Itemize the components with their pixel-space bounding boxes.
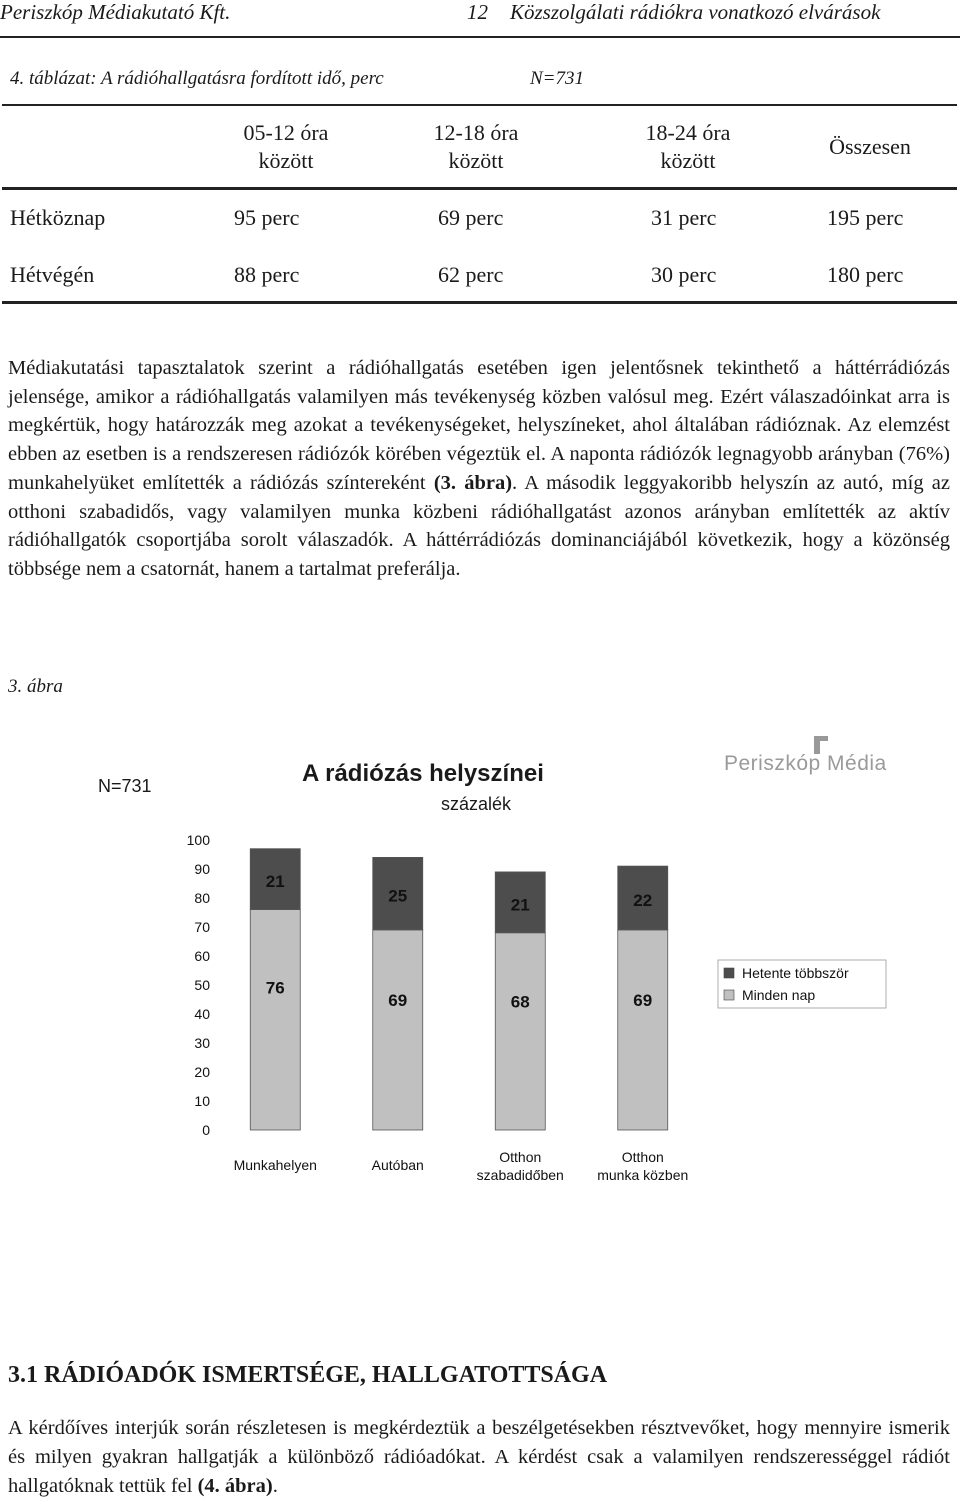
col-header-1-line1: 05-12 óra — [243, 120, 329, 145]
table-n: N=731 — [530, 68, 584, 89]
paragraph-1-text-a: Médiakutatási tapasztalatok szerint a rádióhallgatás esetében igen jelentősnek tekinthető a háttérrádiózás jelensége, amikor a rádióhallgatás valamilyen más tevékenység közben valósul meg. Ezért válaszadóinkat arra is megkértük, hogy határozzák meg azokat a tevékenységeket, helyszíneket, ahol általában rádióznak. Az elemzést ebben az esetben is a rendszeresen rádiózók körében végeztük el. A naponta rádiózók legnagyobb arányban (76%) munkahelyüket említették a rádiózás színtereként — [8, 357, 950, 494]
y-tick-label: 80 — [194, 890, 210, 906]
header-company: Periszkóp Médiakutató Kft. — [0, 0, 231, 24]
col-header-2-line1: 12-18 óra — [433, 120, 519, 145]
table-row-2-cell-3: 30 perc — [651, 262, 717, 287]
col-header-3-line1: 18-24 óra — [645, 120, 731, 145]
paragraph-2-text-a: A kérdőíves interjúk során részletesen is megkérdeztük a beszélgetésekben résztvevőket, hogy mennyire ismerik és milyen gyakran hallgatják a különböző rádióadókat. A kérdést csak a valamilyen rendszerességgel rádiót hallgatóknak tettük fel — [8, 1417, 950, 1497]
paragraph-2-text-b: . — [272, 1475, 278, 1497]
col-header-4-line1: Összesen — [829, 134, 911, 159]
body-paragraph-1 — [8, 354, 950, 584]
paragraph-1-text-b: . A második leggyakoribb helyszín az autó, míg az otthoni szabadidős, vagy valamilyen munka közbeni rádióhallgatást azonos arányban említették az aktív rádióhallgatók csoportjába sorolt válaszadók. A háttérrádiózás dominanciájából következik, hogy a közönség többsége nem a csatornát, hanem a tartalmat preferálja. — [8, 471, 950, 580]
y-tick-label: 30 — [194, 1035, 210, 1051]
chart-sample-size: N=731 — [98, 776, 152, 796]
y-tick-label: 50 — [194, 977, 210, 993]
x-category-label: Otthon — [499, 1149, 542, 1165]
chart-subtitle: százalék — [441, 794, 512, 814]
y-tick-label: 20 — [194, 1064, 210, 1080]
header-page-number: 12 — [467, 0, 488, 24]
table-row-1-cell-2: 69 perc — [438, 205, 504, 230]
data-label: 22 — [633, 891, 653, 910]
logo-text: Periszkóp Média — [724, 752, 887, 775]
section-heading: 3.1 RÁDIÓADÓK ISMERTSÉGE, HALLGATOTTSÁGA — [8, 1362, 608, 1388]
bar-segment — [373, 930, 423, 1130]
col-header-1-line2: között — [258, 148, 314, 173]
figure-reference-2: (4. ábra) — [197, 1475, 273, 1497]
table-row-1-cell-3: 31 perc — [651, 205, 717, 230]
legend-entry: Minden nap — [742, 987, 816, 1003]
header-chapter: Közszolgálati rádiókra vonatkozó elvárások — [510, 0, 881, 24]
header-rule — [0, 36, 960, 38]
data-label: 21 — [510, 895, 530, 915]
table-col-header-4 — [790, 133, 950, 161]
data-label: 69 — [388, 990, 408, 1010]
table-row-2-cell-1: 88 perc — [234, 262, 300, 287]
y-tick-label: 100 — [186, 832, 210, 848]
data-label: 76 — [265, 978, 285, 998]
table-row-2-cell-2: 62 perc — [438, 262, 504, 287]
table-row-1-cell-4: 195 perc — [827, 205, 904, 230]
x-category-label: Otthon — [621, 1149, 664, 1165]
body-paragraph-2 — [8, 1414, 950, 1501]
figure-reference: (3. ábra) — [433, 471, 513, 494]
table-top-rule — [2, 104, 957, 106]
legend-swatch — [724, 990, 734, 1000]
table-row-1-label: Hétköznap — [10, 205, 106, 230]
figure-label: 3. ábra — [8, 676, 63, 697]
bar-segment — [495, 933, 545, 1130]
stacked-bar-chart — [150, 820, 910, 1200]
x-category-label: Munkahelyen — [233, 1157, 317, 1173]
table-bottom-rule — [2, 301, 957, 304]
table-caption — [10, 68, 384, 90]
y-tick-label: 70 — [194, 919, 210, 935]
y-tick-label: 0 — [202, 1122, 210, 1138]
legend-swatch — [724, 968, 734, 978]
x-category-label: Autóban — [371, 1157, 424, 1173]
bar-segment — [618, 930, 668, 1130]
y-tick-label: 90 — [194, 861, 210, 877]
data-label: 69 — [633, 990, 653, 1010]
table-col-header-1 — [196, 119, 376, 175]
logo-periscope-mark-top — [814, 736, 828, 741]
y-tick-label: 40 — [194, 1006, 210, 1022]
legend-entry: Hetente többször — [742, 965, 849, 981]
col-header-2-line2: között — [448, 148, 504, 173]
table-caption-text: 4. táblázat: A rádióhallgatásra fordított idő, perc — [10, 68, 384, 89]
y-tick-label: 60 — [194, 948, 210, 964]
chart-title: A rádiózás helyszínei — [302, 760, 544, 787]
data-label: 25 — [388, 886, 408, 906]
x-category-label: szabadidőben — [476, 1167, 564, 1183]
data-label: 21 — [265, 872, 285, 892]
bar-segment — [250, 910, 300, 1130]
table-col-header-2 — [386, 119, 566, 175]
x-category-label: munka közben — [597, 1167, 689, 1183]
periszkop-media-logo — [722, 732, 892, 782]
table-col-header-3 — [598, 119, 778, 175]
table-row-1-cell-1: 95 perc — [234, 205, 300, 230]
col-header-3-line2: között — [660, 148, 716, 173]
table-header-rule — [2, 187, 957, 190]
table-row-2-label: Hétvégén — [10, 262, 95, 287]
y-tick-label: 10 — [194, 1093, 210, 1109]
table-row-2-cell-4: 180 perc — [827, 262, 904, 287]
data-label: 68 — [510, 992, 530, 1012]
